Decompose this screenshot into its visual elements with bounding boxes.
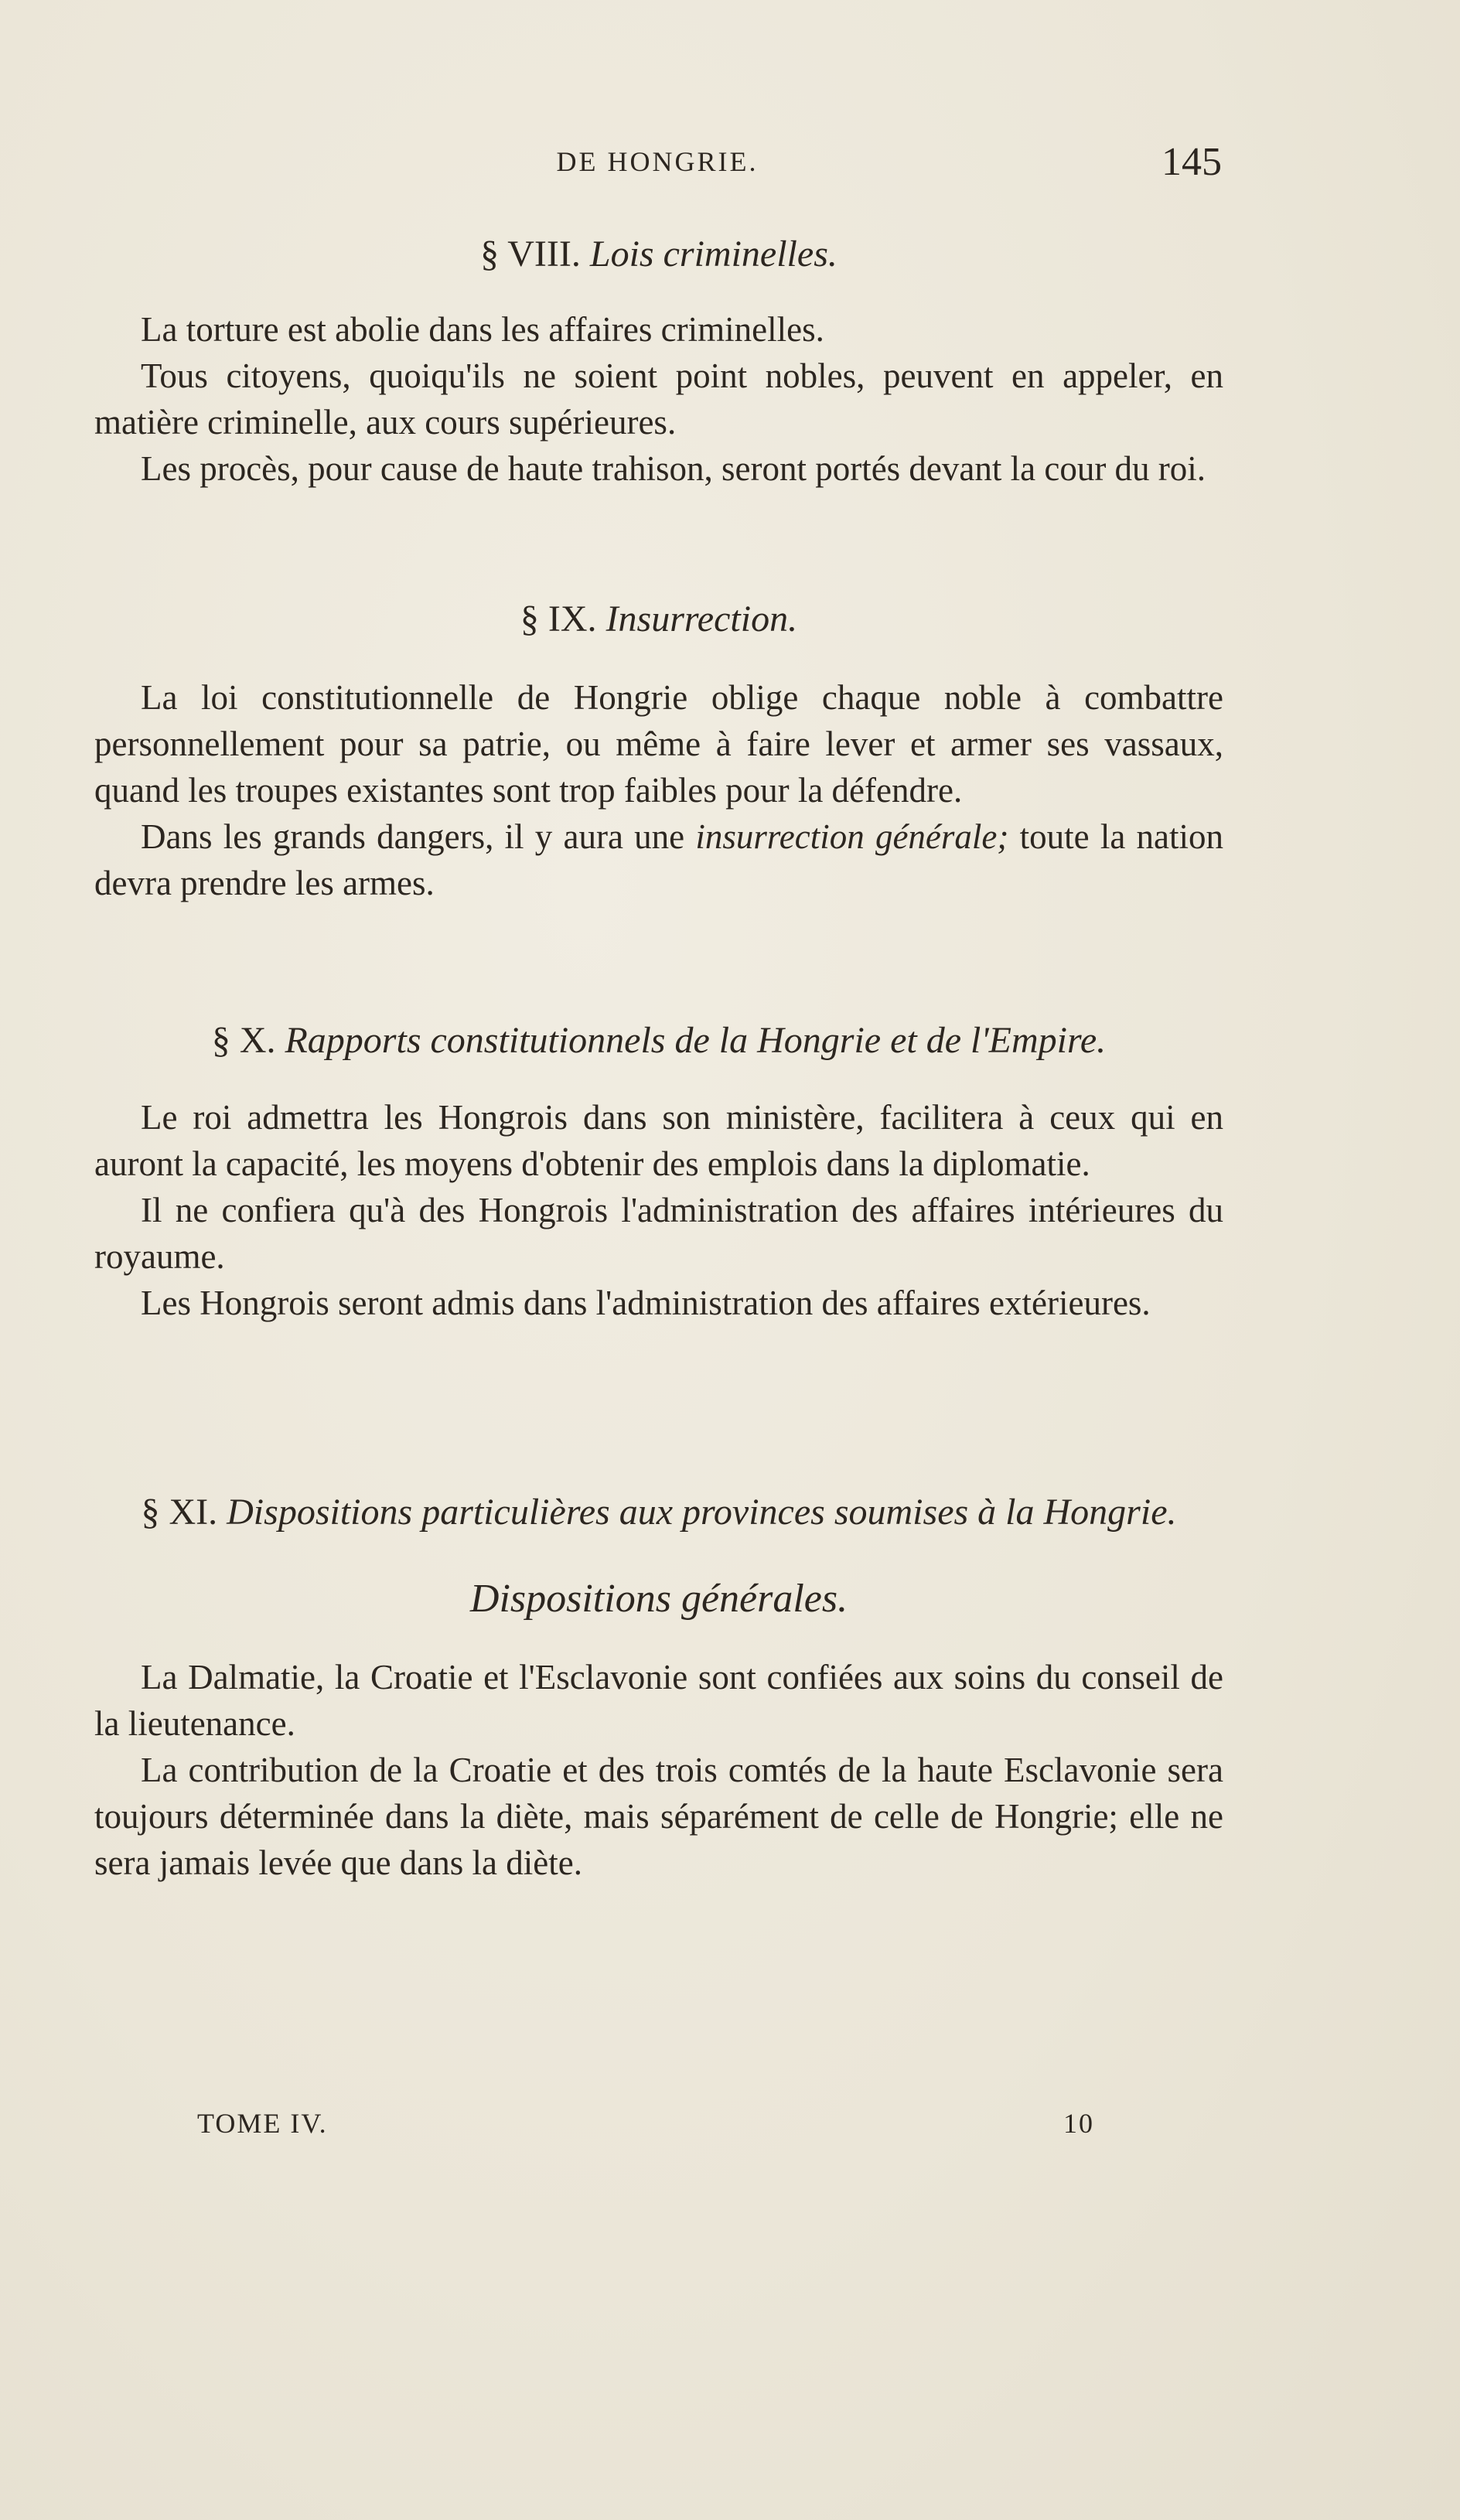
section-heading	[94, 1017, 1223, 1065]
section-number: § VIII.	[480, 234, 581, 275]
paragraph: La loi constitutionnelle de Hongrie oblige chaque noble à combattre personnellement pour sa patrie, ou même à faire lever et armer ses vassaux, quand les troupes existantes sont trop faibles pour la défendre.	[94, 678, 1223, 810]
section-heading	[94, 230, 1223, 278]
subsection-title: Dispositions générales.	[469, 1577, 848, 1621]
paragraph: La contribution de la Croatie et des trois comtés de la haute Esclavonie sera toujours déterminée dans la diète, mais séparément de celle de Hongrie; elle ne sera jamais levée que dans la diète.	[94, 1751, 1223, 1882]
section-xi	[94, 1488, 1223, 1886]
paragraph	[94, 813, 1223, 906]
section-number: § IX.	[520, 598, 597, 639]
paragraph: Il ne confiera qu'à des Hongrois l'administration des affaires intérieures du royaume.	[94, 1191, 1223, 1276]
section-heading	[94, 595, 1223, 643]
paragraph: Le roi admettra les Hongrois dans son ministère, facilitera à ceux qui en auront la capacité, les moyens d'obtenir des emplois dans la diplomatie.	[94, 1098, 1223, 1183]
section-title: Dispositions particulières aux provinces soumises à la Hongrie.	[227, 1492, 1177, 1533]
volume-label: TOME IV.	[197, 2108, 328, 2139]
page-footer	[197, 2107, 1094, 2153]
section-number: § X.	[211, 1020, 276, 1061]
running-head	[93, 139, 1222, 186]
section-viii	[94, 230, 1223, 492]
section-title: Insurrection.	[605, 598, 798, 639]
paragraph-text: toute la nation devra prendre les armes.	[94, 817, 1224, 902]
paragraph: Les Hongrois seront admis dans l'administration des affaires extérieures.	[141, 1284, 1151, 1322]
section-number: § XI.	[141, 1492, 218, 1533]
running-title: DE HONGRIE.	[556, 146, 759, 177]
section-heading	[94, 1488, 1223, 1536]
paragraph: Tous citoyens, quoiqu'ils ne soient point nobles, peuvent en appeler, en matière criminelle, aux cours supérieures.	[94, 356, 1223, 442]
section-x	[94, 1017, 1223, 1326]
section-title: Lois criminelles.	[589, 234, 837, 275]
emphasis-text: insurrection générale;	[695, 817, 1009, 856]
signature-mark: 10	[1063, 2108, 1094, 2139]
section-title: Rapports constitutionnels de la Hongrie et de l'Empire.	[285, 1020, 1107, 1061]
paragraph: Les procès, pour cause de haute trahison, seront portés devant la cour du roi.	[141, 449, 1206, 488]
paragraph: La torture est abolie dans les affaires criminelles.	[141, 310, 824, 349]
paragraph-text: Dans les grands dangers, il y aura une	[141, 817, 685, 856]
section-ix	[94, 595, 1223, 906]
paragraph: La Dalmatie, la Croatie et l'Esclavonie sont confiées aux soins du conseil de la lieutenance.	[94, 1658, 1223, 1743]
page-number: 145	[1162, 140, 1222, 184]
